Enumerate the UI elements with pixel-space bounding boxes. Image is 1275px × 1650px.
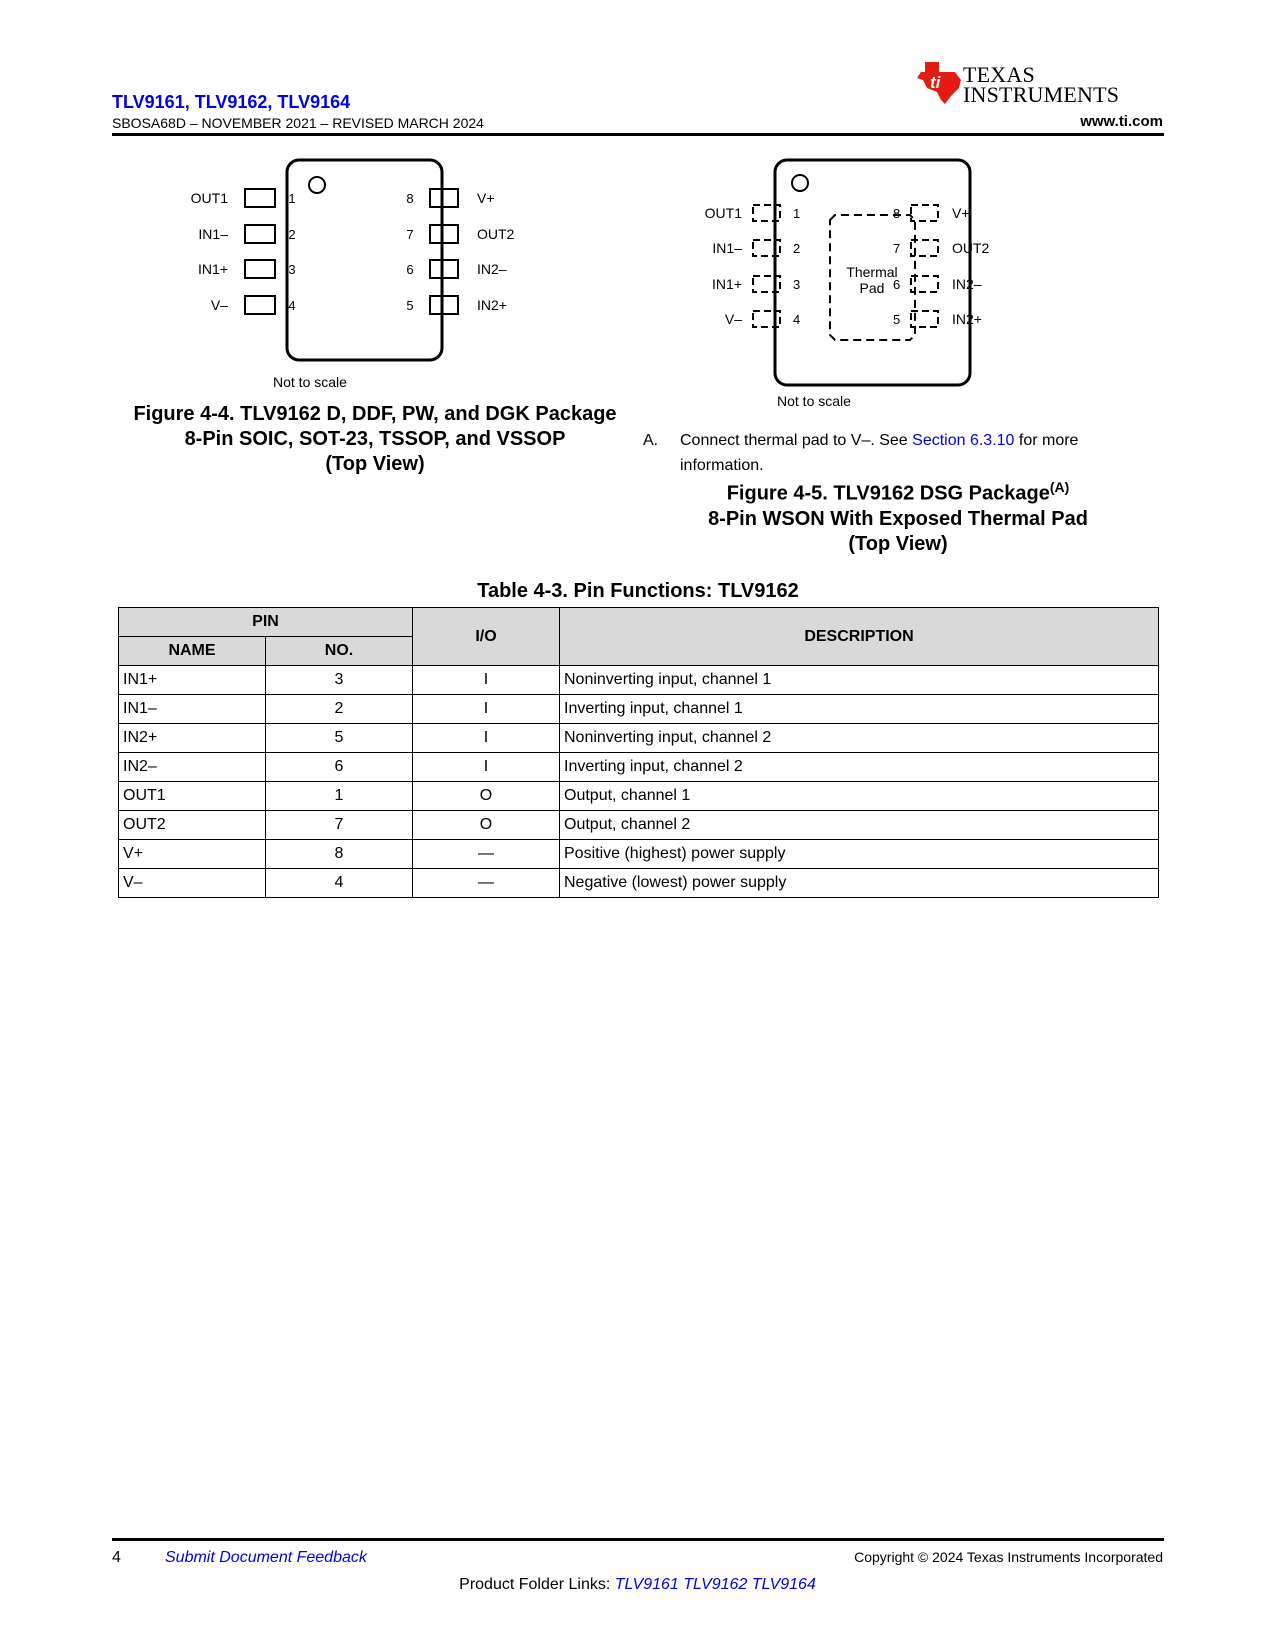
footer-rule bbox=[112, 1538, 1164, 1541]
pin-number-label: 4 bbox=[288, 298, 296, 313]
cell-io: O bbox=[413, 782, 560, 811]
io-header: I/O bbox=[413, 608, 560, 666]
cell-io: I bbox=[413, 666, 560, 695]
caption-line: Figure 4-4. TLV9162 D, DDF, PW, and DGK Package bbox=[133, 403, 617, 425]
svg-text:ti: ti bbox=[930, 73, 941, 92]
cell-io: I bbox=[413, 724, 560, 753]
cell-pin-name: OUT1 bbox=[119, 782, 266, 811]
cell-description: Noninverting input, channel 2 bbox=[560, 724, 1159, 753]
cell-pin-name: IN1– bbox=[119, 695, 266, 724]
cell-pin-number: 2 bbox=[266, 695, 413, 724]
logo-text-line1: TEXAS bbox=[963, 62, 1035, 87]
scale-note: Not to scale bbox=[777, 393, 851, 409]
pin-lead bbox=[430, 225, 458, 243]
section-link[interactable]: Section 6.3.10 bbox=[912, 432, 1015, 449]
caption-line: (Top View) bbox=[325, 453, 425, 475]
description-header: DESCRIPTION bbox=[560, 608, 1159, 666]
pin-number-label: 3 bbox=[793, 277, 801, 292]
submit-feedback-link[interactable]: Submit Document Feedback bbox=[165, 1549, 367, 1566]
cell-description: Inverting input, channel 2 bbox=[560, 753, 1159, 782]
pin-number-label: 8 bbox=[406, 191, 414, 206]
figure-4-4-caption bbox=[110, 402, 640, 477]
pin-lead bbox=[245, 189, 275, 207]
pin-name-label: IN2– bbox=[477, 261, 507, 277]
pin1-marker bbox=[792, 175, 808, 191]
cell-description: Positive (highest) power supply bbox=[560, 840, 1159, 869]
cell-pin-name: OUT2 bbox=[119, 811, 266, 840]
cell-pin-number: 5 bbox=[266, 724, 413, 753]
cell-description: Negative (lowest) power supply bbox=[560, 869, 1159, 898]
product-link-tlv9161[interactable]: TLV9161 bbox=[614, 1576, 679, 1593]
table-row bbox=[119, 840, 1159, 869]
logo-text-line2: INSTRUMENTS bbox=[963, 82, 1120, 107]
table-row bbox=[119, 666, 1159, 695]
cell-description: Output, channel 2 bbox=[560, 811, 1159, 840]
pin-name-label: IN2– bbox=[952, 276, 982, 292]
links-label: Product Folder Links: bbox=[459, 1576, 615, 1593]
pin-name-label: V+ bbox=[477, 190, 495, 206]
pin-name-label: IN1– bbox=[712, 240, 742, 256]
cell-io: I bbox=[413, 695, 560, 724]
cell-description: Output, channel 1 bbox=[560, 782, 1159, 811]
table-title: Table 4-3. Pin Functions: TLV9162 bbox=[477, 580, 799, 602]
pin-name-label: IN1+ bbox=[712, 276, 742, 292]
cell-pin-number: 4 bbox=[266, 869, 413, 898]
name-header: NAME bbox=[119, 637, 266, 666]
cell-io: O bbox=[413, 811, 560, 840]
scale-note: Not to scale bbox=[273, 374, 347, 390]
soic-pinout-diagram bbox=[190, 150, 550, 400]
table-row bbox=[119, 782, 1159, 811]
cell-pin-number: 1 bbox=[266, 782, 413, 811]
ti-logo bbox=[930, 58, 1173, 110]
thermal-pad-label: Thermal bbox=[846, 264, 898, 280]
note-text: Connect thermal pad to V–. See bbox=[680, 432, 913, 449]
cell-io: — bbox=[413, 840, 560, 869]
product-folder-links bbox=[0, 1576, 1275, 1594]
pin-number-label: 7 bbox=[406, 227, 414, 242]
table-row bbox=[119, 869, 1159, 898]
cell-pin-name: V– bbox=[119, 869, 266, 898]
website-link[interactable]: www.ti.com bbox=[1080, 113, 1163, 130]
document-revision: SBOSA68D – NOVEMBER 2021 – REVISED MARCH 2024 bbox=[112, 115, 484, 131]
pin-lead bbox=[430, 189, 458, 207]
texas-state-icon bbox=[915, 58, 963, 108]
pin1-marker bbox=[309, 177, 325, 193]
table-row bbox=[119, 811, 1159, 840]
cell-description: Noninverting input, channel 1 bbox=[560, 666, 1159, 695]
cell-pin-name: IN1+ bbox=[119, 666, 266, 695]
pin-name-label: OUT2 bbox=[952, 240, 990, 256]
pin-lead bbox=[430, 296, 458, 314]
pin-name-label: IN1– bbox=[198, 226, 228, 242]
page-number: 4 bbox=[112, 1549, 121, 1566]
note-body bbox=[680, 428, 1130, 478]
pin-number-label: 4 bbox=[793, 312, 801, 327]
pin-number-label: 2 bbox=[288, 227, 296, 242]
pin-group-header: PIN bbox=[119, 608, 413, 637]
pin-lead bbox=[245, 225, 275, 243]
caption-line: 8-Pin SOIC, SOT-23, TSSOP, and VSSOP bbox=[184, 428, 566, 450]
table-row bbox=[119, 724, 1159, 753]
product-link-tlv9162[interactable]: TLV9162 bbox=[683, 1576, 748, 1593]
figure-4-5-caption bbox=[648, 475, 1148, 557]
thermal-pad-label: Pad bbox=[859, 280, 885, 296]
pin-functions-table bbox=[118, 607, 1159, 898]
pin-number-label: 1 bbox=[288, 191, 296, 206]
pin-name-label: IN2+ bbox=[477, 297, 507, 313]
pin-number-label: 2 bbox=[793, 241, 801, 256]
pin-name-label: V– bbox=[210, 297, 228, 313]
product-link-tlv9164[interactable]: TLV9164 bbox=[751, 1576, 816, 1593]
number-header: NO. bbox=[266, 637, 413, 666]
caption-text: Figure 4-5. TLV9162 DSG Package bbox=[726, 482, 1050, 505]
pin-number-label: 5 bbox=[406, 298, 414, 313]
caption-line: 8-Pin WSON With Exposed Thermal Pad bbox=[708, 507, 1088, 530]
cell-description: Inverting input, channel 1 bbox=[560, 695, 1159, 724]
copyright: Copyright © 2024 Texas Instruments Incorporated bbox=[854, 1549, 1163, 1565]
cell-pin-name: IN2+ bbox=[119, 724, 266, 753]
cell-pin-number: 6 bbox=[266, 753, 413, 782]
pin-number-label: 7 bbox=[893, 241, 901, 256]
pin-name-label: V+ bbox=[952, 205, 970, 221]
cell-io: — bbox=[413, 869, 560, 898]
pin-name-label: OUT1 bbox=[704, 205, 742, 221]
cell-io: I bbox=[413, 753, 560, 782]
pin-number-label: 8 bbox=[893, 206, 901, 221]
wson-pinout-diagram bbox=[704, 150, 1085, 412]
document-title[interactable]: TLV9161, TLV9162, TLV9164 bbox=[112, 92, 351, 112]
cell-pin-name: IN2– bbox=[119, 753, 266, 782]
pin-lead bbox=[430, 260, 458, 278]
pin-name-label: IN2+ bbox=[952, 311, 982, 327]
table-row bbox=[119, 753, 1159, 782]
pin-number-label: 5 bbox=[893, 312, 901, 327]
pin-lead bbox=[245, 296, 275, 314]
table-row bbox=[119, 695, 1159, 724]
pin-number-label: 1 bbox=[793, 206, 801, 221]
cell-pin-number: 8 bbox=[266, 840, 413, 869]
pin-number-label: 6 bbox=[893, 277, 901, 292]
header-rule bbox=[112, 133, 1164, 136]
pin-lead bbox=[911, 205, 938, 221]
pin-name-label: V– bbox=[724, 311, 742, 327]
pin-name-label: OUT2 bbox=[477, 226, 515, 242]
pin-lead bbox=[245, 260, 275, 278]
pin-name-label: IN1+ bbox=[198, 261, 228, 277]
cell-pin-name: V+ bbox=[119, 840, 266, 869]
caption-line: (Top View) bbox=[848, 532, 948, 555]
caption-line bbox=[648, 475, 1148, 507]
note-text: for more information. bbox=[680, 432, 1079, 474]
caption-footnote-ref: (A) bbox=[1049, 479, 1070, 495]
pin-name-label: OUT1 bbox=[190, 190, 228, 206]
cell-pin-number: 7 bbox=[266, 811, 413, 840]
pin-number-label: 6 bbox=[406, 262, 414, 277]
cell-pin-number: 3 bbox=[266, 666, 413, 695]
pin-number-label: 3 bbox=[288, 262, 296, 277]
note-letter: A. bbox=[643, 432, 659, 449]
